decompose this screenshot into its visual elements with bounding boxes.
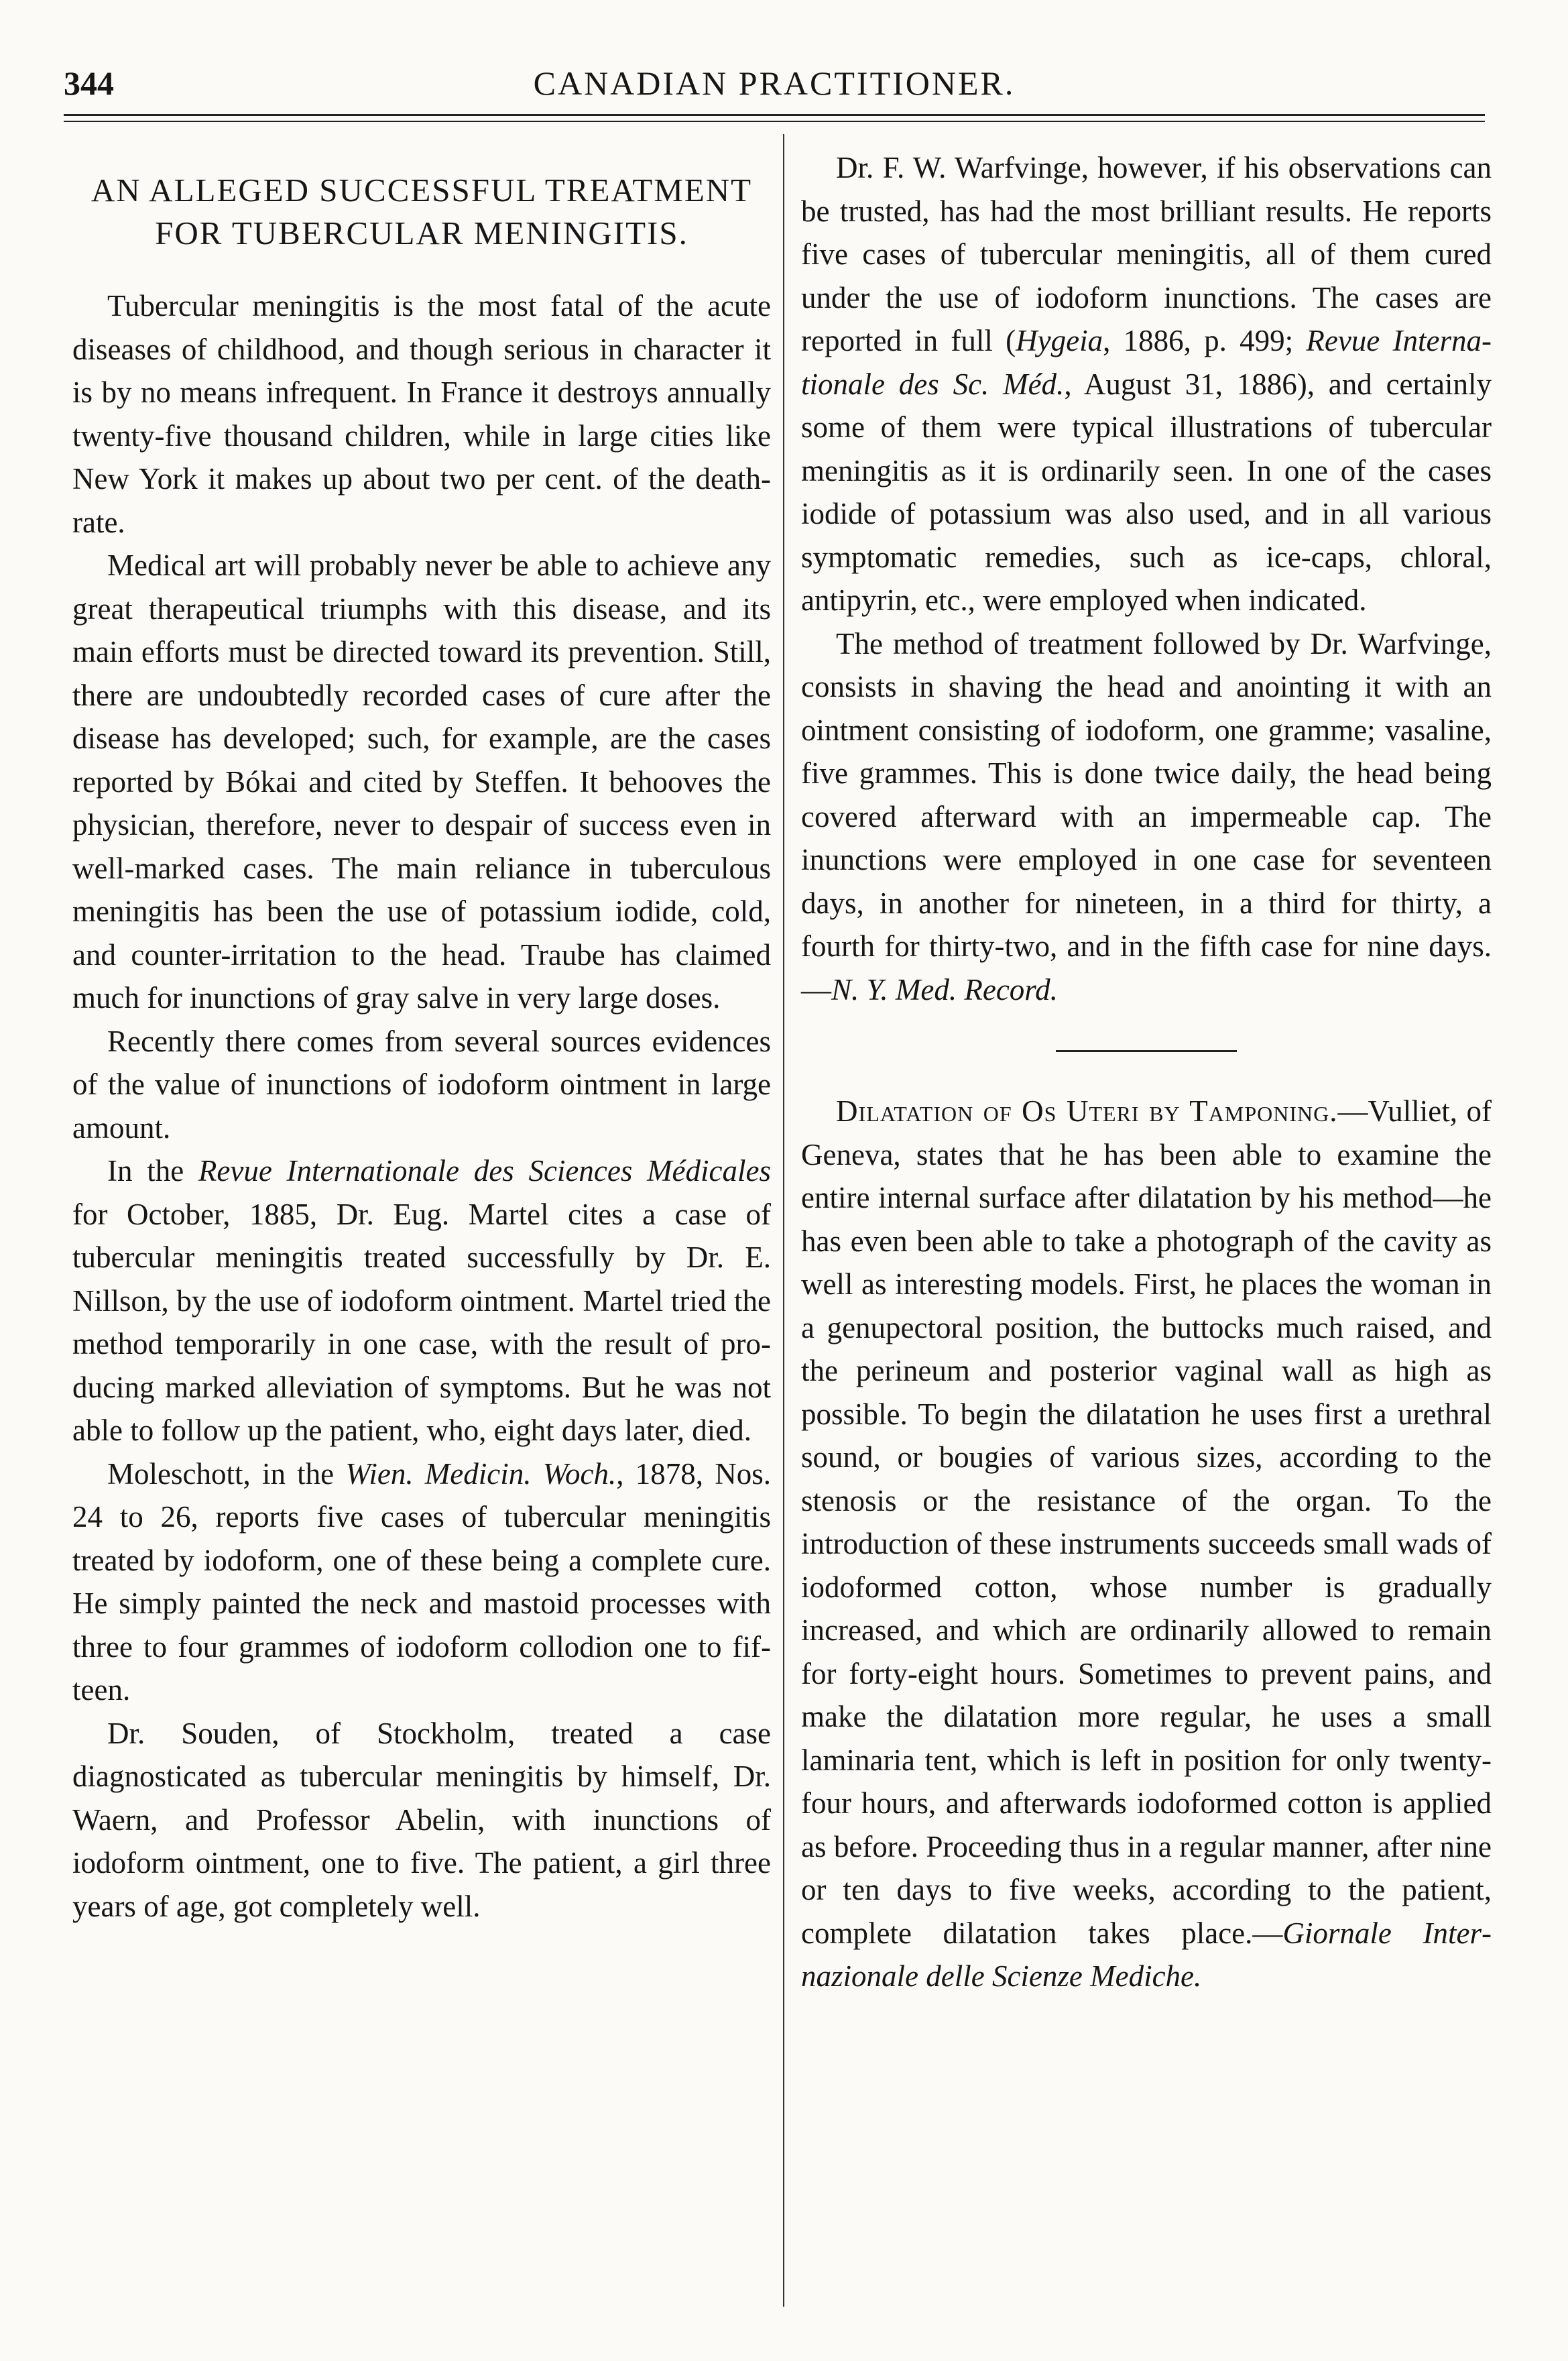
- running-title: CANADIAN PRACTITIONER.: [533, 64, 1016, 102]
- source-citation: Giornale Internazionale delle Scienze Mediche.: [801, 1916, 1492, 1993]
- section-separator: [1056, 1050, 1237, 1052]
- column-divider: [783, 134, 784, 2307]
- paragraph: Medical art will probably never be able to achieve any great therapeutical triumphs with this disease, and its main efforts must be directed toward its prevention. Still, there are undoubtedly recorded cases of cure after the disease has developed; such, for example, are the cases reported by Bókai and cited by Steffen. It behooves the physician, therefore, never to despair of success even in well-marked cases. The main reliance in tuberculous meningitis has been the use of potassium iodide, cold, and counter-irritation to the head. Traube has claimed much for inunctions of gray salve in very large doses.: [72, 549, 771, 1015]
- article-title: AN ALLEGED SUCCESSFUL TREATMENT FOR TUBERCULAR MENINGITIS.: [91, 172, 753, 251]
- paragraph: Moleschott, in the Wien. Medicin. Woch., 1878, Nos. 24 to 26, reports five cases of tubercular meningitis treated by iodoform, one of these being a complete cure. He simply painted the neck and mastoid processes with three to four grammes of iodoform collodion one to fifteen.: [72, 1456, 771, 1707]
- paragraph: Dr. Souden, of Stockholm, treated a case diagnosticated as tubercular meningitis by himself, Dr. Waern, and Professor Abelin, with inunctions of iodoform ointment, one to five. The patient, a girl three years of age, got completely well.: [72, 1716, 771, 1923]
- citation: Revue Internationale des Sc. Méd.: [801, 324, 1492, 401]
- paragraph: Dilatation of Os Uteri by Tamponing.—Vulliet, of Geneva, states that he has been able to examine the entire internal surface after dilatation by his method—he has even been able to take a photograph of the cavity as well as interesting models. First, he places the woman in a genupectoral position, the buttocks much raised, and the perineum and posterior vaginal wall as high as possible. To begin the dilatation he uses first a urethral sound, or bougies of various sizes, according to the stenosis or the resistance of the organ. To the introduction of these instruments succeeds small wads of iodoformed cotton, whose number is gradually increased, and which are ordinarily allowed to remain for forty-eight hours. Sometimes to prevent pains, and make the dilatation more regular, he uses a small laminaria tent, which is left in position for only twenty-four hours, and afterwards iodoformed cotton is applied as before. Proceeding thus in a regular manner, after nine or ten days to five weeks, according to the patient, complete dilatation takes place.—Giornale Internazionale delle Scienze Mediche.: [801, 1094, 1492, 1993]
- citation: Hygeia: [1016, 324, 1103, 357]
- paragraph: Dr. F. W. Warfvinge, however, if his observations can be trusted, has had the most brilliant results. He reports five cases of tubercular meningitis, all of them cured under the use of iodoform inunctions. The cases are reported in full (Hygeia, 1886, p. 499; Revue Internationale des Sc. Méd., August 31, 1886), and certainly some of them were typical illustrations of tubercular meningitis as it is ordinarily seen. In one of the cases iodide of potassium was also used, and in all various symptomatic remedies, such as ice-caps, chloral, antipyrin, etc., were employed when indicated.: [801, 151, 1492, 617]
- right-column: [801, 146, 1492, 1998]
- paragraph: Tubercular meningitis is the most fatal of the acute diseases of childhood, and though serious in character it is by no means infrequent. In France it destroys annually twenty-five thousand children, while in large cities like New York it makes up about two per cent. of the death-rate.: [72, 289, 771, 539]
- header-rule: [64, 114, 1485, 116]
- source-citation: N. Y. Med. Record.: [831, 972, 1058, 1006]
- left-column: [72, 154, 771, 1928]
- section-heading: Dilatation of Os Uteri by Tamponing.: [836, 1094, 1338, 1128]
- page-number: 344: [64, 64, 114, 102]
- paragraph: The method of treatment followed by Dr. Warfvinge, consists in shaving the head and anointing it with an ointment consisting of iodoform, one gramme; vasaline, five grammes. This is done twice daily, the head being covered afterward with an impermeable cap. The inunctions were employed in one case for seventeen days, in another for nineteen, in a third for thirty, a fourth for thirty-two, and in the fifth case for nine days.—N. Y. Med. Record.: [801, 626, 1492, 1006]
- header-rule-secondary: [64, 121, 1485, 122]
- paragraph: In the Revue Internationale des Sciences Médicales for October, 1885, Dr. Eug. Martel cites a case of tubercular meningitis treated successfully by Dr. E. Nillson, by the use of iodoform ointment. Martel tried the method temporarily in one case, with the result of producing marked alleviation of symptoms. But he was not able to follow up the patient, who, eight days later, died.: [72, 1154, 771, 1447]
- citation: Revue Internationale des Sciences Médicales: [198, 1154, 771, 1188]
- page-header: [64, 64, 1485, 111]
- citation: Wien. Medicin. Woch.: [345, 1456, 617, 1491]
- paragraph: Recently there comes from several sources evidences of the value of inunctions of iodoform ointment in large amount.: [72, 1024, 771, 1145]
